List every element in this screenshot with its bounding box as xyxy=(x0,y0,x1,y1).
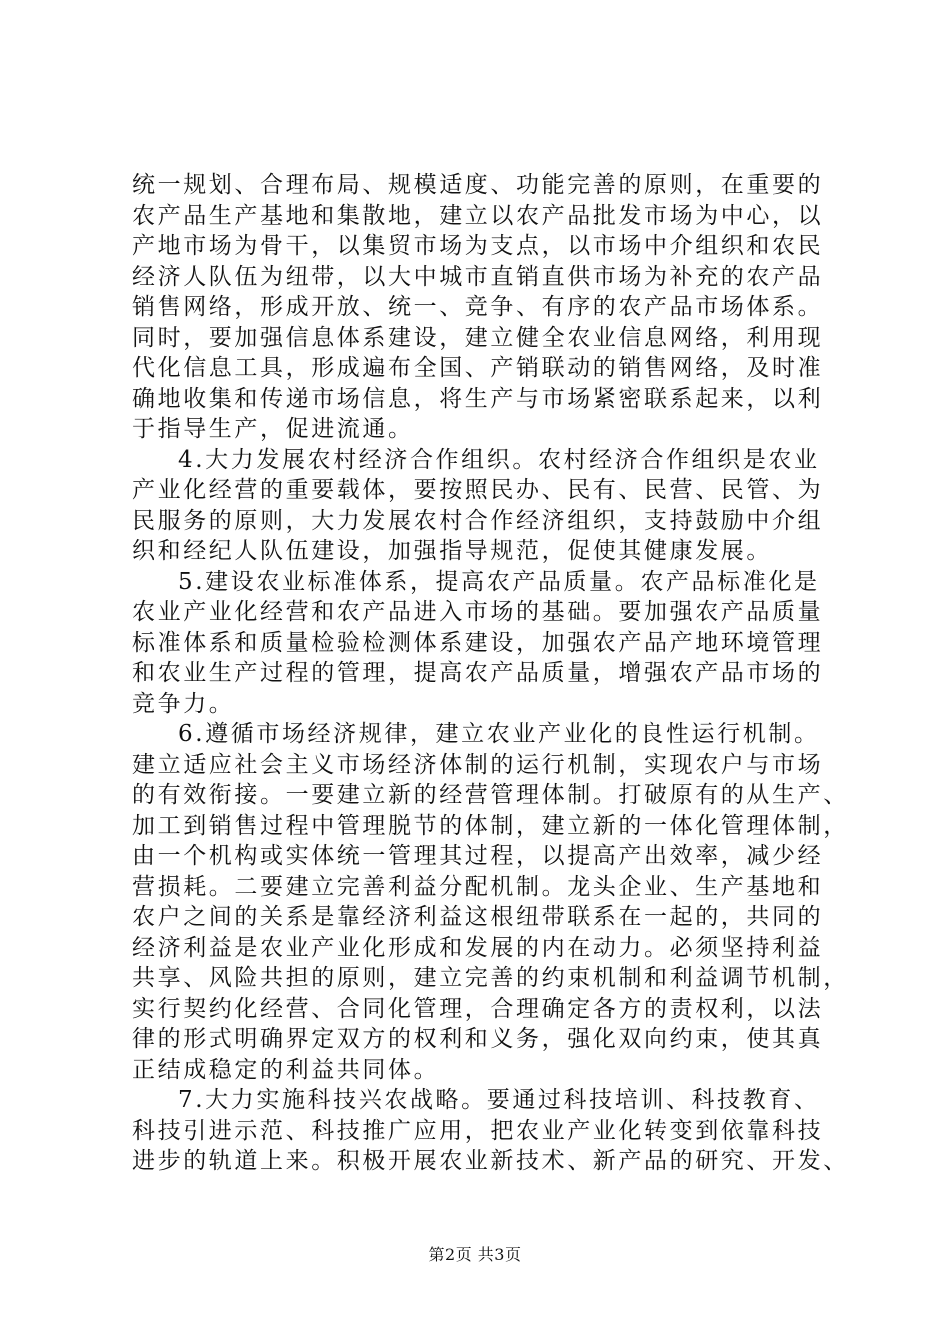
text-line: 农户之间的关系是靠经济利益这根纽带联系在一起的，共同的 xyxy=(132,904,824,930)
text-line: 竞争力。 xyxy=(132,690,235,717)
text-line: 和农业生产过程的管理，提高农产品质量，增强农产品市场的 xyxy=(132,660,824,686)
page-footer: 第2页 共3页 xyxy=(428,1245,522,1264)
text-line: 标准体系和质量检验检测体系建设，加强农产品产地环境管理 xyxy=(132,629,824,656)
text-line: 同时，要加强信息体系建设，建立健全农业信息网络，利用现 xyxy=(132,324,824,351)
text-line: 由一个机构或实体统一管理其过程，以提高产出效率，减少经 xyxy=(132,843,824,869)
text-line: 正结成稳定的利益共同体。 xyxy=(132,1056,440,1083)
text-line: 农产品生产基地和集散地，建立以农产品批发市场为中心，以 xyxy=(132,202,824,229)
text-line: 7.大力实施科技兴农战略。要通过科技培训、科技教育、 xyxy=(178,1087,820,1113)
text-line: 进步的轨道上来。积极开展农业新技术、新产品的研究、开发、 xyxy=(132,1148,849,1174)
document-body xyxy=(132,170,849,1177)
text-line: 于指导生产，促进流通。 xyxy=(132,416,414,442)
text-line: 共享、风险共担的原则，建立完善的约束机制和利益调节机制， xyxy=(132,965,849,991)
text-line: 民服务的原则，大力发展农村合作经济组织，支持鼓励中介组 xyxy=(132,507,824,534)
text-line: 织和经纪人队伍建设，加强指导规范，促使其健康发展。 xyxy=(132,538,772,564)
text-line: 的有效衔接。一要建立新的经营管理体制。打破原有的从生产、 xyxy=(132,782,849,808)
text-line: 确地收集和传递市场信息，将生产与市场紧密联系起来，以利 xyxy=(132,385,824,412)
text-line: 销售网络，形成开放、统一、竞争、有序的农产品市场体系。 xyxy=(132,294,824,320)
text-line: 产地市场为骨干，以集贸市场为支点，以市场中介组织和农民 xyxy=(132,233,824,259)
text-line: 加工到销售过程中管理脱节的体制，建立新的一体化管理体制， xyxy=(132,812,849,839)
text-line: 科技引进示范、科技推广应用，把农业产业化转变到依靠科技 xyxy=(132,1117,824,1144)
text-line: 6.遵循市场经济规律，建立农业产业化的良性运行机制。 xyxy=(178,721,820,747)
text-line: 经济利益是农业产业化形成和发展的内在动力。必须坚持利益 xyxy=(132,934,824,961)
text-line: 代化信息工具，形成遍布全国、产销联动的销售网络，及时准 xyxy=(132,355,824,381)
text-line: 统一规划、合理布局、规模适度、功能完善的原则，在重要的 xyxy=(132,172,824,198)
text-line: 建立适应社会主义市场经济体制的运行机制，实现农户与市场 xyxy=(132,751,824,778)
text-line: 实行契约化经营、合同化管理，合理确定各方的责权利，以法 xyxy=(132,995,824,1022)
text-line: 4.大力发展农村经济合作组织。农村经济合作组织是农业 xyxy=(178,446,820,473)
text-line: 5.建设农业标准体系，提高农产品质量。农产品标准化是 xyxy=(178,568,820,595)
text-line: 经济人队伍为纽带，以大中城市直销直供市场为补充的农产品 xyxy=(132,263,824,290)
text-line: 律的形式明确界定双方的权利和义务，强化双向约束，使其真 xyxy=(132,1026,824,1052)
text-line: 农业产业化经营和农产品进入市场的基础。要加强农产品质量 xyxy=(132,599,824,625)
text-line: 产业化经营的重要载体，要按照民办、民有、民营、民管、为 xyxy=(132,477,824,503)
text-line: 营损耗。二要建立完善利益分配机制。龙头企业、生产基地和 xyxy=(132,873,824,900)
